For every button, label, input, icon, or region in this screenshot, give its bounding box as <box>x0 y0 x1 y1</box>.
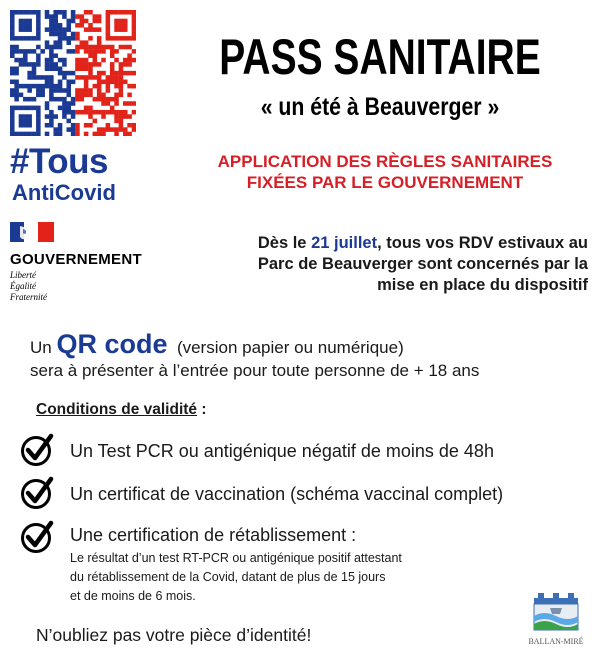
qr-requirement-line2: sera à présenter à l’entrée pour toute personne de + 18 ans <box>30 361 480 380</box>
recovery-detail-line2: du rétablissement de la Covid, datant de plus de 15 jours <box>70 570 386 584</box>
hashtag-line1: #Tous <box>10 142 108 181</box>
government-logo <box>10 222 180 303</box>
announcement-date: 21 juillet <box>311 234 378 252</box>
qr-suffix: (version papier ou numérique) <box>167 338 404 357</box>
town-logo <box>520 592 592 658</box>
qr-requirement-line1 <box>30 329 600 359</box>
hashtag-line2: AntiCovid <box>12 180 116 205</box>
motto-egalite: Égalité <box>10 281 36 291</box>
rules-line1: APPLICATION DES RÈGLES SANITAIRES <box>217 152 553 171</box>
condition-vaccination: Un certificat de vaccination (schéma vaccinal complet) <box>70 484 504 504</box>
checkmark-icon <box>20 433 54 467</box>
town-logo-text: BALLAN-MIRÉ <box>528 637 584 646</box>
qr-code-image <box>10 10 136 136</box>
recovery-detail-line1: Le résultat d’un test RT-PCR ou antigénique positif attestant <box>70 551 402 565</box>
announcement <box>170 233 588 296</box>
id-reminder: N’oubliez pas votre pièce d’identité! <box>36 625 312 645</box>
announcement-prefix: Dès le <box>257 234 312 252</box>
page-subtitle: « un été à Beauverger » <box>260 93 500 121</box>
conditions-colon: : <box>197 401 207 418</box>
motto-liberte: Liberté <box>10 270 36 280</box>
rules-heading <box>170 151 600 193</box>
announcement-line2: Parc de Beauverger sont concernés par la <box>257 255 588 273</box>
marianne-flag-icon <box>10 222 54 242</box>
government-motto <box>10 270 180 303</box>
announcement-rest: , tous vos RDV estivaux au <box>377 234 588 252</box>
tousanticovid-logo <box>10 143 150 205</box>
rules-line2: FIXÉES PAR LE GOUVERNEMENT <box>246 173 524 192</box>
checkmark-icon <box>20 476 54 510</box>
government-name: GOUVERNEMENT <box>10 251 142 268</box>
qr-code-highlight: QR code <box>56 329 168 359</box>
checkmark-icon <box>20 520 54 554</box>
qr-prefix: Un <box>30 338 57 357</box>
recovery-details <box>70 549 402 606</box>
condition-pcr-test: Un Test PCR ou antigénique négatif de moins de 48h <box>70 441 494 461</box>
motto-fraternite: Fraternité <box>10 292 47 302</box>
announcement-line3: mise en place du dispositif <box>377 276 588 294</box>
condition-recovery: Une certification de rétablissement : <box>70 525 357 545</box>
page-title: PASS SANITAIRE <box>219 29 541 85</box>
conditions-label: Conditions de validité <box>36 401 198 418</box>
recovery-detail-line3: et de moins de 6 mois. <box>70 589 196 603</box>
conditions-heading <box>36 400 207 420</box>
